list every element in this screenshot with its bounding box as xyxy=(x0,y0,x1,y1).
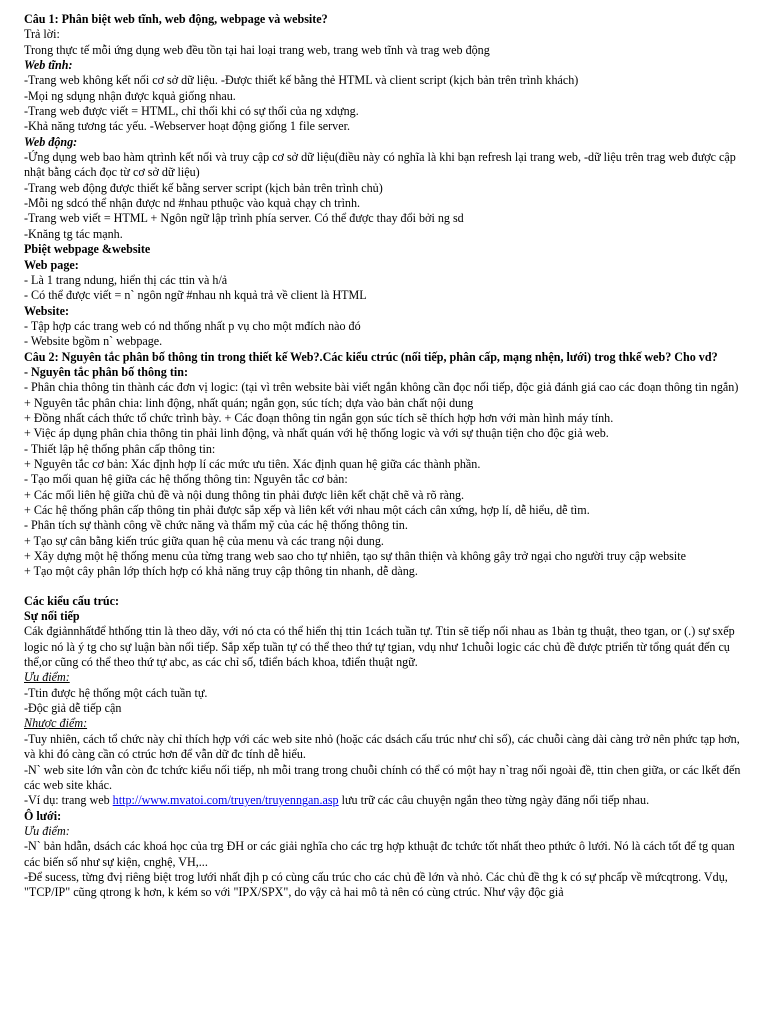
grid-line: -Để sucess, từng đvị riêng biệt trog lưới nhất địh p có cùng cấu trúc cho các chủ đề lớn và nhỏ. Các chủ đề thg k có sự phcấp về mứcqtrong. Vdụ, "TCP/IP" cũng qtrong k hơn, k kém so với "IPX/SPX", do vậy cả hai mô tả nên có cùng ctrúc. Như vậy độc giả xyxy=(24,869,728,900)
principle-line: + Tạo một cây phân lớp thích hợp có khả năng truy cập thông tin nhanh, dễ dàng. xyxy=(24,564,418,579)
grid-heading: Ô lưới: xyxy=(24,808,62,823)
principle-line: + Nguyên tắc cơ bản: Xác định hợp lí các mức ưu tiên. Xác định quan hệ giữa các thành phần. xyxy=(24,456,481,471)
principle-line: + Nguyên tắc phân chia: linh động, nhất quán; ngắn gọn, súc tích; dựa vào bản chất nội dung xyxy=(24,395,474,410)
grid-pros-label: Ưu điểm: xyxy=(24,823,70,838)
spacer xyxy=(24,580,744,594)
sequential-heading: Sự nối tiếp xyxy=(24,609,80,624)
website-line: - Tập hợp các trang web có nd thống nhất p vụ cho một mđích nào đó xyxy=(24,318,361,333)
website-line: - Website bgồm n` webpage. xyxy=(24,334,163,349)
webpage-line: - Có thể được viết = n` ngôn ngữ #nhau nh kquả trả về client là HTML xyxy=(24,288,367,303)
static-web-line: -Mọi ng sdụng nhận được kquả giống nhau. xyxy=(24,88,236,103)
example-suffix: lưu trữ các câu chuyện ngắn theo từng ngày đăng nối tiếp nhau. xyxy=(338,793,650,808)
q1-answer-label: Trả lời: xyxy=(24,27,60,42)
dynamic-web-line: -Knăng tg tác mạnh. xyxy=(24,226,123,241)
q2-title: Câu 2: Nguyên tắc phân bố thông tin trong thiết kế Web?.Các kiểu ctrúc (nối tiếp, phân cấp, mạng nhện, lưới) trog thkế web? Cho vd? xyxy=(24,349,718,364)
principle-line: + Đồng nhất cách thức tổ chức trình bày. + Các đoạn thông tin ngắn gọn súc tích sẽ thích hợp hơn với màn hình máy tính. xyxy=(24,410,614,425)
principle-line: - Phân tích sự thành công về chức năng và thẩm mỹ của các hệ thống thông tin. xyxy=(24,518,408,533)
sequential-pros-line: -Độc giả dễ tiếp cận xyxy=(24,701,122,716)
sequential-cons-line: -Tuy nhiên, cách tổ chức này chỉ thích hợp với các web site nhỏ (hoặc các dsách cấu trúc như chỉ số), các chuỗi càng dài càng trở nên phức tạp hơn, và khi đó càng cần có ctrúc hơn để vẫn dữ đc tính dễ hiểu. xyxy=(24,731,740,762)
sequential-pros-line: -Ttin được hệ thống một cách tuần tự. xyxy=(24,685,208,700)
webpage-line: - Là 1 trang ndung, hiển thị các ttin và h/ả xyxy=(24,272,228,287)
sequential-pros-label: Ưu điểm: xyxy=(24,670,70,685)
webpage-heading: Web page: xyxy=(24,257,79,272)
example-link[interactable]: http://www.mvatoi.com/truyen/truyenngan.asp xyxy=(112,793,339,808)
dynamic-web-line: -Mỗi ng sdcó thể nhận được nd #nhau pthuộc vào kquả chạy ch trình. xyxy=(24,196,361,211)
static-web-heading: Web tĩnh: xyxy=(24,58,73,73)
dynamic-web-line: -Trang web viết = HTML + Ngôn ngữ lập trình phía server. Có thể được thay đổi bởi ng sd xyxy=(24,211,464,226)
sequential-cons-label: Nhược điểm: xyxy=(24,716,88,731)
principle-line: + Các hệ thống phân cấp thông tin phải được sắp xếp và liên kết với nhau một cách cân xứng, hợp lí, dễ hiểu, dễ tìm. xyxy=(24,503,590,517)
principle-line: - Phân chia thông tin thành các đơn vị logic: (tại vì trên website bài viết ngắn không cần đọc nối tiếp, độc giả đánh giá cao các đoạn thông tin ngắn) xyxy=(24,380,739,395)
sequential-cons-line: -N` web site lớn vẫn còn đc tchức kiểu nối tiếp, nh mỗi trang trong chuỗi chính có thể có một hay n`trag nối ngoài đề, ttin chen giữa, or các lkết đến các web site khác. xyxy=(24,762,741,792)
example-prefix: -Ví dụ: trang web xyxy=(24,793,113,808)
principle-heading: - Nguyên tắc phân bố thông tin: xyxy=(24,364,188,379)
principle-line: + Các mối liên hệ giữa chủ đề và nội dung thông tin phải được liên kết chặt chẽ và rõ ràng. xyxy=(24,487,465,502)
dynamic-web-line: -Ứng dụng web bao hàm qtrình kết nối và truy cập cơ sở dữ liệu(điều này có nghĩa là khi bạn refresh lại trang web, -dữ liệu trên trag web được cập nhật bằng cách đọc từ cơ sở dữ liệu) xyxy=(24,150,736,180)
grid-line: -N` bản hdẫn, dsách các khoá học của trg ĐH or các giải nghĩa cho các trg hợp kthuật đc tchức tốt nhất theo pthức ô lưới. Nó là cách tốt để tg quan các biến số như sự kiện, cnghệ, VH,... xyxy=(24,839,735,869)
q1-intro: Trong thực tế mỗi ứng dụng web đều tồn tại hai loại trang web, trang web tĩnh và trag web động xyxy=(24,42,490,57)
q1-title: Câu 1: Phân biệt web tĩnh, web động, webpage và website? xyxy=(24,12,328,26)
dynamic-web-heading: Web động: xyxy=(24,134,78,149)
website-heading: Website: xyxy=(24,303,70,318)
static-web-line: -Trang web không kết nối cơ sở dữ liệu. -Được thiết kế bằng thẻ HTML và client script (kịch bản trên trình khách) xyxy=(24,73,579,88)
principle-line: - Thiết lập hệ thống phân cấp thông tin: xyxy=(24,441,216,456)
principle-line: - Tạo mối quan hệ giữa các hệ thống thông tin: Nguyên tắc cơ bản: xyxy=(24,472,348,487)
static-web-line: -Trang web được viết = HTML, chỉ thối khi có sự thối của ng xdựng. xyxy=(24,104,359,119)
sequential-example xyxy=(24,793,744,808)
sequential-body: Cák đgiảnnhấtđể hthống ttin là theo dãy, với nó ctа có thể hiển thị ttin 1cách tuần tự. Ttin sẽ tiếp nối nhau as 1bản tg thuật, theo tgan, or (.) sự sxếp logic nó là ý tg cho sự luận bàn nối tiếp. Sắp xếp tuần tự có thể theo thứ tự tgian, vdụ như 1chuỗi logic các chủ đề được ptriển từ tổng quát đến cụ thể,or cũng có thể theo thứ tự abc, as các chỉ số, tđiển bách khoa, tđiển thuật ngữ. xyxy=(24,624,735,670)
principle-line: + Tạo sự cân bằng kiến trúc giữa quan hệ của menu và các trang nội dung. xyxy=(24,533,384,548)
structures-heading: Các kiểu cấu trúc: xyxy=(24,593,120,608)
compare-heading: Pbiệt webpage &website xyxy=(24,242,151,257)
dynamic-web-line: -Trang web động được thiết kế bằng server script (kịch bản trên trình chủ) xyxy=(24,180,383,195)
principle-line: + Xây dựng một hệ thống menu của từng trang web sao cho tự nhiên, tạo sự thân thiện và không gây trở ngại cho người truy cập website xyxy=(24,549,686,564)
principle-line: + Việc áp dụng phân chia thông tin phải linh động, và nhất quán với hệ thống logic và với sự thuận tiện cho độc giả web. xyxy=(24,426,609,441)
static-web-line: -Khả năng tương tác yếu. -Webserver hoạt động giống 1 file server. xyxy=(24,119,350,134)
